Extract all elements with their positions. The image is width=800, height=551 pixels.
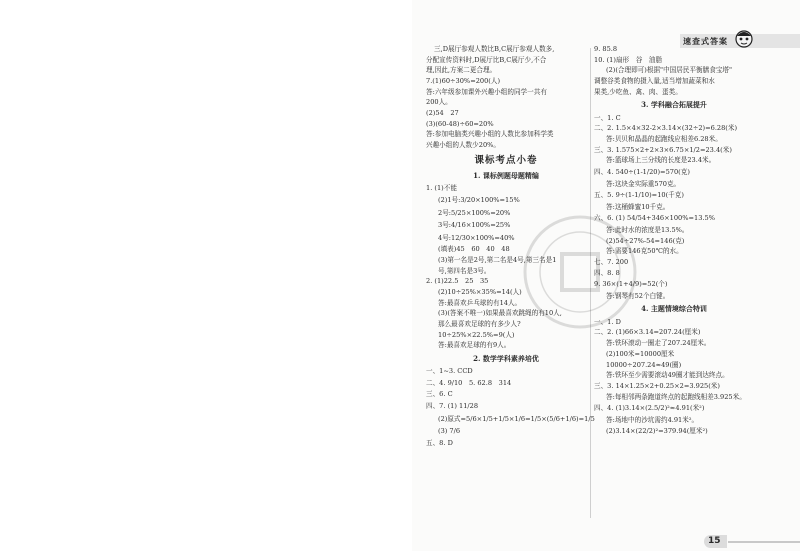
- answer-line: 答:每相邻两条跑道终点的起跑线相差3.925米。: [606, 392, 746, 401]
- answer-line: 一、1. C: [594, 113, 621, 122]
- answer-line: 六、6. (1) 54/54+346×100%=13.5%: [594, 214, 715, 223]
- answer-line: 三、6. C: [426, 390, 453, 399]
- answer-line: 答:最喜欢乒乓球的有14人。: [438, 298, 522, 307]
- answer-line: 五、8. D: [426, 438, 453, 447]
- answer-line: 10÷25%×22.5%=9(人): [438, 330, 515, 339]
- answer-line: (3)(60-48)÷60=20%: [426, 119, 494, 128]
- page-number: 15: [704, 535, 727, 548]
- answer-line: 二、4. 9/10 5. 62.8 314: [426, 378, 512, 387]
- answer-line: 答:需要146克50℃的水。: [606, 247, 683, 256]
- subsection-title: 2. 数学学科素养培优: [473, 353, 539, 363]
- answer-line: 答:六年级参加课外兴趣小组的同学一共有: [426, 87, 547, 96]
- answer-line: 答:最喜欢足球的有9人。: [438, 341, 511, 350]
- answer-line: 答:这块金实际重570克。: [606, 179, 681, 188]
- answer-line: 五、5. 9÷(1-1/10)=10(千克): [594, 191, 684, 200]
- answer-line: 答:此时水的浓度是13.5%。: [606, 225, 689, 234]
- answer-line: 三,D展厅参观人数比B,C展厅参观人数多,: [434, 45, 555, 53]
- answer-line: 1. (1)不能: [426, 184, 457, 193]
- answer-line: 答:钢琴有52个白键。: [606, 291, 670, 300]
- answer-line: 四、4. 540÷(1-1/20)=570(克): [594, 168, 690, 177]
- answer-line: 2. (1)22.5 25 35: [426, 277, 489, 286]
- answer-line: (2)54÷27%-54=146(克): [606, 236, 685, 245]
- answer-line: (3) 7/6: [438, 427, 461, 436]
- answer-line: 理,因此,方案二更合理。: [426, 66, 497, 75]
- answer-line: (2)100米=10000厘米: [606, 349, 675, 358]
- answer-line: 二、2. 1.5×4×32-2×3.14×(32÷2)=6.28(米): [594, 124, 738, 133]
- answer-line: 4号:12/30×100%=40%: [438, 233, 515, 242]
- answer-line: 答:场地中的沙坑需约4.91米²。: [606, 415, 699, 424]
- answer-line: 那么最喜欢足球的有多少人?: [438, 319, 521, 328]
- answer-line: 9. 36×(1+4/9)=52(个): [594, 280, 668, 289]
- answer-line: 三、3. 1.575×2+2×3×6.75×1/2=23.4(米): [594, 145, 732, 154]
- page-number-bar: [728, 541, 800, 543]
- answer-line: 调整谷类食物的摄入量,适当增加蔬菜和水: [594, 77, 715, 86]
- answer-line: 10. (1)扇形 谷 油脂: [594, 55, 663, 64]
- answer-line: 一、1. D: [594, 317, 621, 326]
- answer-line: 7.(1)60÷30%=200(人): [426, 77, 501, 86]
- answer-line: 3号:4/16×100%=25%: [438, 221, 511, 230]
- answer-line: 9. 85.8: [594, 45, 618, 53]
- subsection-title: 4. 主题情境综合特训: [641, 304, 707, 314]
- answer-line: 一、1~3. CCD: [426, 367, 473, 376]
- answer-line: 答:铁环至少需要滚动49圈才能到达终点。: [606, 371, 729, 380]
- answer-line: 答:篮球场上三分线的长度是23.4米。: [606, 156, 716, 165]
- answer-line: (2)3.14×(22/2)²=379.94(厘米²): [606, 427, 708, 436]
- answer-line: (2)(合理即可)根据"中国居民平衡膳食宝塔": [606, 66, 733, 75]
- answer-line: (2)1号:3/20×100%=15%: [438, 196, 520, 205]
- answer-line: 答:这桶蜂蜜10千克。: [606, 202, 670, 211]
- answer-line: 果类,少吃鱼、禽、肉、蛋类。: [594, 87, 682, 96]
- answer-line: 三、3. 14×1.25×2+0.25×2=3.925(米): [594, 381, 720, 390]
- answer-line: 答:贝贝和晶晶的起跑线应相差6.28米。: [606, 135, 722, 144]
- answer-line: 10000÷207.24≈49(圈): [606, 360, 682, 369]
- subsection-title: 1. 课标例题母题精编: [473, 171, 539, 181]
- answer-line: (2)原式=5/6×1/5+1/5×1/6=1/5×(5/6+1/6)=1/5: [438, 414, 595, 423]
- answer-line: 兴趣小组的人数少20%。: [426, 141, 500, 150]
- answer-line: (2)54 27: [426, 109, 459, 118]
- answer-line: (2)10÷25%×35%=14(人): [438, 287, 522, 296]
- section-title: 课标考点小卷: [474, 154, 538, 166]
- right-column: [594, 44, 754, 438]
- answer-line: 200人。: [426, 98, 452, 107]
- answer-line: 答:铁环滚动一圈走了207.24厘米。: [606, 339, 711, 348]
- answer-line: 四、7. (1) 11/28: [426, 402, 479, 411]
- answer-line: 号,第四名是3号。: [438, 266, 491, 275]
- header-banner-label: 速查式答案: [683, 36, 728, 46]
- left-column: [426, 44, 595, 448]
- subsection-title: 3. 学科融合拓展提升: [641, 100, 707, 110]
- answer-line: 2号:5/25×100%=20%: [438, 208, 511, 217]
- answer-line: (填表)45 60 40 48: [438, 245, 510, 254]
- answer-line: 四、4. (1)3.14×(2.5/2)²≈4.91(米²): [594, 404, 705, 413]
- answer-line: (3)(答案不唯一)如果最喜欢跳绳的有10人,: [438, 309, 562, 318]
- answer-line: 四、8. 8: [594, 268, 620, 277]
- answer-line: 二、2. (1)66×3.14=207.24(厘米): [594, 328, 701, 337]
- answer-line: (3)第一名是2号,第二名是4号,第三名是1: [438, 255, 557, 264]
- answer-line: 答:参加电脑类兴趣小组的人数比参加科学类: [426, 130, 554, 139]
- answer-line: 分配宣传资料时,D展厅比B,C展厅少,不合: [426, 55, 547, 64]
- answer-line: 七、7. 200: [594, 257, 629, 266]
